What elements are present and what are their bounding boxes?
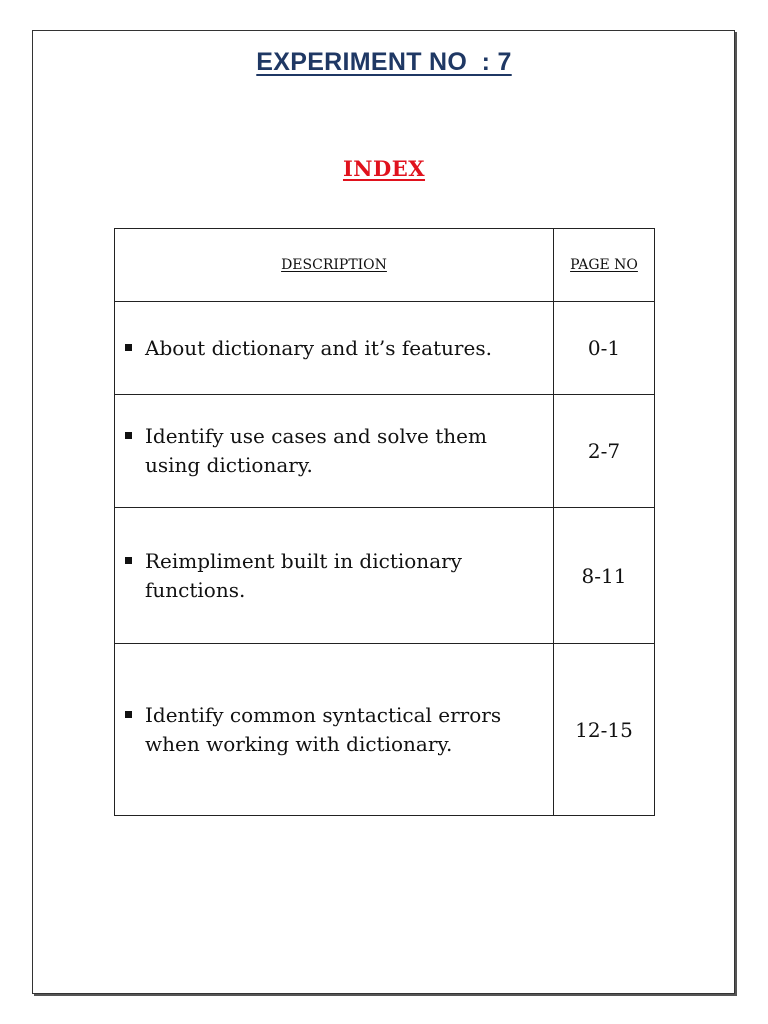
table-row — [115, 302, 655, 395]
index-heading: INDEX — [342, 156, 426, 181]
description-text: Reimpliment built in dictionary functions. — [145, 548, 462, 602]
square-bullet-icon — [125, 711, 132, 718]
page-no-header: PAGE NO — [554, 229, 655, 302]
page-range-cell: 2-7 — [554, 395, 655, 508]
square-bullet-icon — [125, 557, 132, 564]
description-text: Identify common syntactical errors when working with dictionary. — [145, 702, 502, 756]
description-cell — [115, 395, 554, 508]
square-bullet-icon — [125, 432, 132, 439]
description-header: DESCRIPTION — [115, 229, 554, 302]
table-row — [115, 508, 655, 644]
square-bullet-icon — [125, 344, 132, 351]
table-row — [115, 644, 655, 816]
table-row — [115, 395, 655, 508]
page-range-cell: 8-11 — [554, 508, 655, 644]
description-text: About dictionary and it’s features. — [145, 335, 492, 360]
index-table — [114, 228, 655, 816]
description-cell — [115, 508, 554, 644]
description-cell — [115, 644, 554, 816]
table-header-row — [115, 229, 655, 302]
experiment-title: EXPERIMENT NO : 7 — [256, 48, 512, 76]
description-text: Identify use cases and solve them using dictionary. — [145, 424, 487, 477]
description-cell — [115, 302, 554, 395]
page-range-cell: 0-1 — [554, 302, 655, 395]
page-range-cell: 12-15 — [554, 644, 655, 816]
